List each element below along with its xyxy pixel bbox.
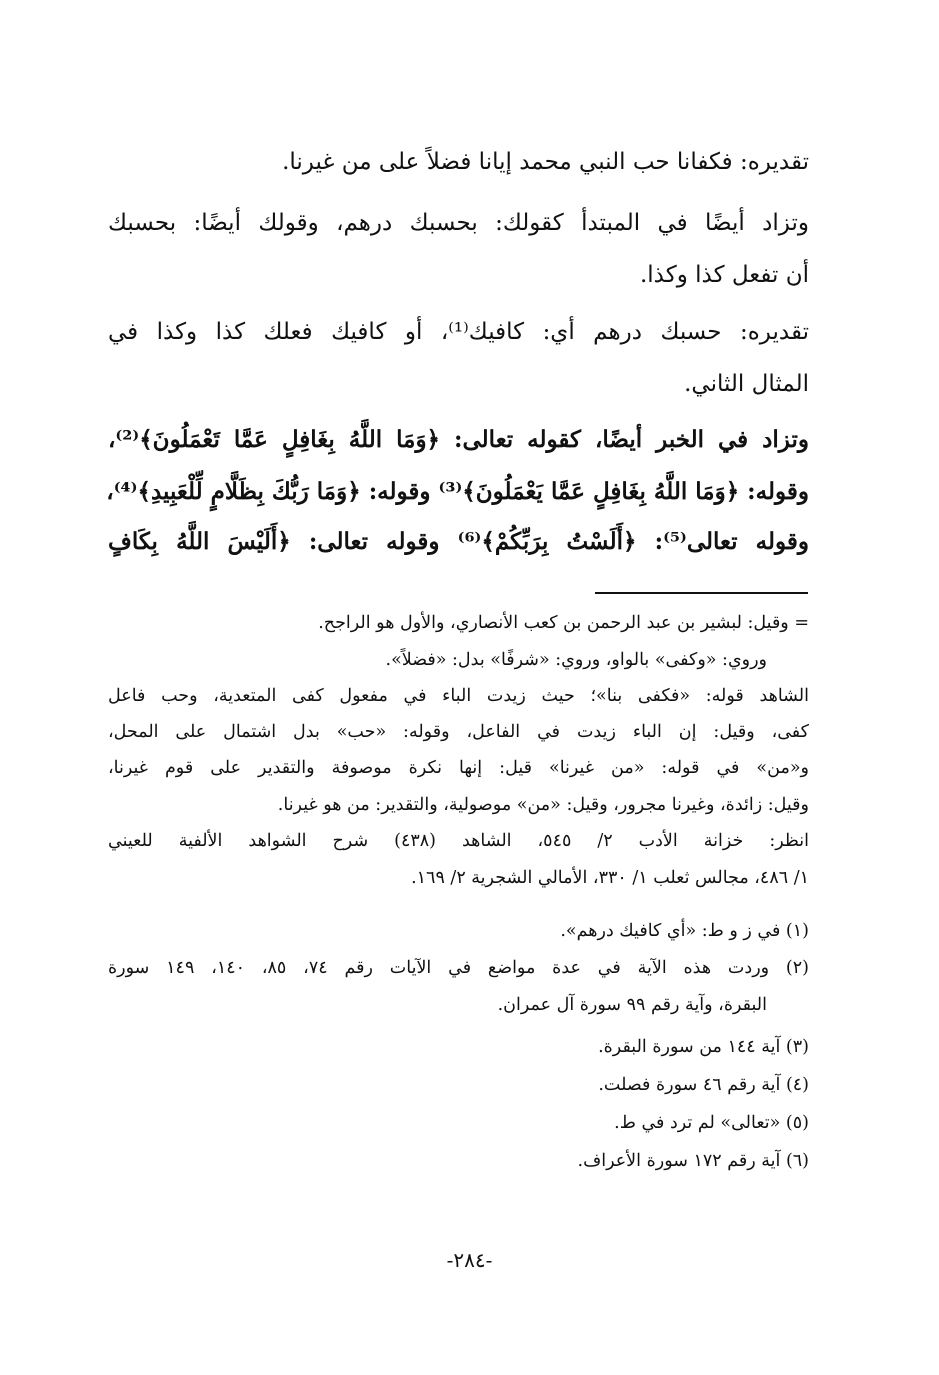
footnote-1: (١) في ز و ط: «أي كافيك درهم». xyxy=(560,921,809,941)
footnote-4: (٤) آية رقم ٤٦ سورة فصلت. xyxy=(598,1075,809,1095)
body-line-4: تقديره: حسبك درهم أي: كافيك⁽¹⁾، أو كافيك فعلك كذا وكذا في xyxy=(108,319,809,345)
footnote-continued-line-1: = وقيل: لبشير بن عبد الرحمن بن كعب الأنصاري، والأول هو الراجح. xyxy=(318,613,809,633)
footnote-2: (٢) وردت هذه الآية في عدة مواضع في الآيات رقم ٧٤، ٨٥، ١٤٠، ١٤٩ سورة xyxy=(108,958,809,978)
footnote-continued-line-3: الشاهد قوله: «فكفى بنا»؛ حيث زيدت الباء في مفعول كفى المتعدية، وحب فاعل xyxy=(108,686,809,706)
body-line-8: وقوله تعالى⁽⁵⁾: ﴿أَلَسْتُ بِرَبِّكُمْ﴾⁽⁶⁾ وقوله تعالى: ﴿أَلَيْسَ اللَّهُ بِكَافٍ xyxy=(108,528,809,555)
body-line-2: وتزاد أيضًا في المبتدأ كقولك: بحسبك درهم، وقولك أيضًا: بحسبك xyxy=(108,210,809,236)
footnote-continued-line-4: كفى، وقيل: إن الباء زيدت في الفاعل، وقوله: «حب» بدل اشتمال على المحل، xyxy=(108,722,809,742)
body-line-5: المثال الثاني. xyxy=(684,371,809,397)
body-line-7: وقوله: ﴿وَمَا اللَّهُ بِغَافِلٍ عَمَّا يَعْمَلُونَ﴾⁽³⁾ وقوله: ﴿وَمَا رَبُّكَ بِظَلَّامٍ لِّلْعَبِيدِ﴾⁽⁴⁾، xyxy=(106,478,809,505)
footnote-continued-line-5: و«من» في قوله: «من غيرنا» قيل: إنها نكرة موصوفة والتقدير على قوم غيرنا، xyxy=(108,758,809,778)
footnote-separator xyxy=(595,592,808,594)
footnote-continued-line-2: وروي: «وكفى» بالواو، وروي: «شرفًا» بدل: «فضلاً». xyxy=(385,650,767,670)
footnote-6: (٦) آية رقم ١٧٢ سورة الأعراف. xyxy=(577,1151,809,1171)
body-line-6: وتزاد في الخبر أيضًا، كقوله تعالى: ﴿وَمَا اللَّهُ بِغَافِلٍ عَمَّا تَعْمَلُونَ﴾⁽²⁾، xyxy=(108,426,809,453)
footnote-continued-line-8: ١/ ٤٨٦، مجالس ثعلب ١/ ٣٣٠، الأمالي الشجرية ٢/ ١٦٩. xyxy=(411,868,809,888)
page-number: -٢٨٤- xyxy=(446,1248,493,1272)
body-line-1: تقديره: فكفانا حب النبي محمد إيانا فضلاً على من غيرنا. xyxy=(282,149,809,175)
footnote-continued-line-6: وقيل: زائدة، وغيرنا مجرور، وقيل: «من» موصولية، والتقدير: من هو غيرنا. xyxy=(277,795,809,815)
footnote-2-continued: البقرة، وآية رقم ٩٩ سورة آل عمران. xyxy=(497,995,767,1015)
footnote-3: (٣) آية ١٤٤ من سورة البقرة. xyxy=(598,1037,809,1057)
body-line-3: أن تفعل كذا وكذا. xyxy=(639,262,809,288)
footnote-5: (٥) «تعالى» لم ترد في ط. xyxy=(614,1113,809,1133)
footnote-continued-line-7: انظر: خزانة الأدب ٢/ ٥٤٥، الشاهد (٤٣٨) شرح الشواهد الألفية للعيني xyxy=(108,831,809,851)
